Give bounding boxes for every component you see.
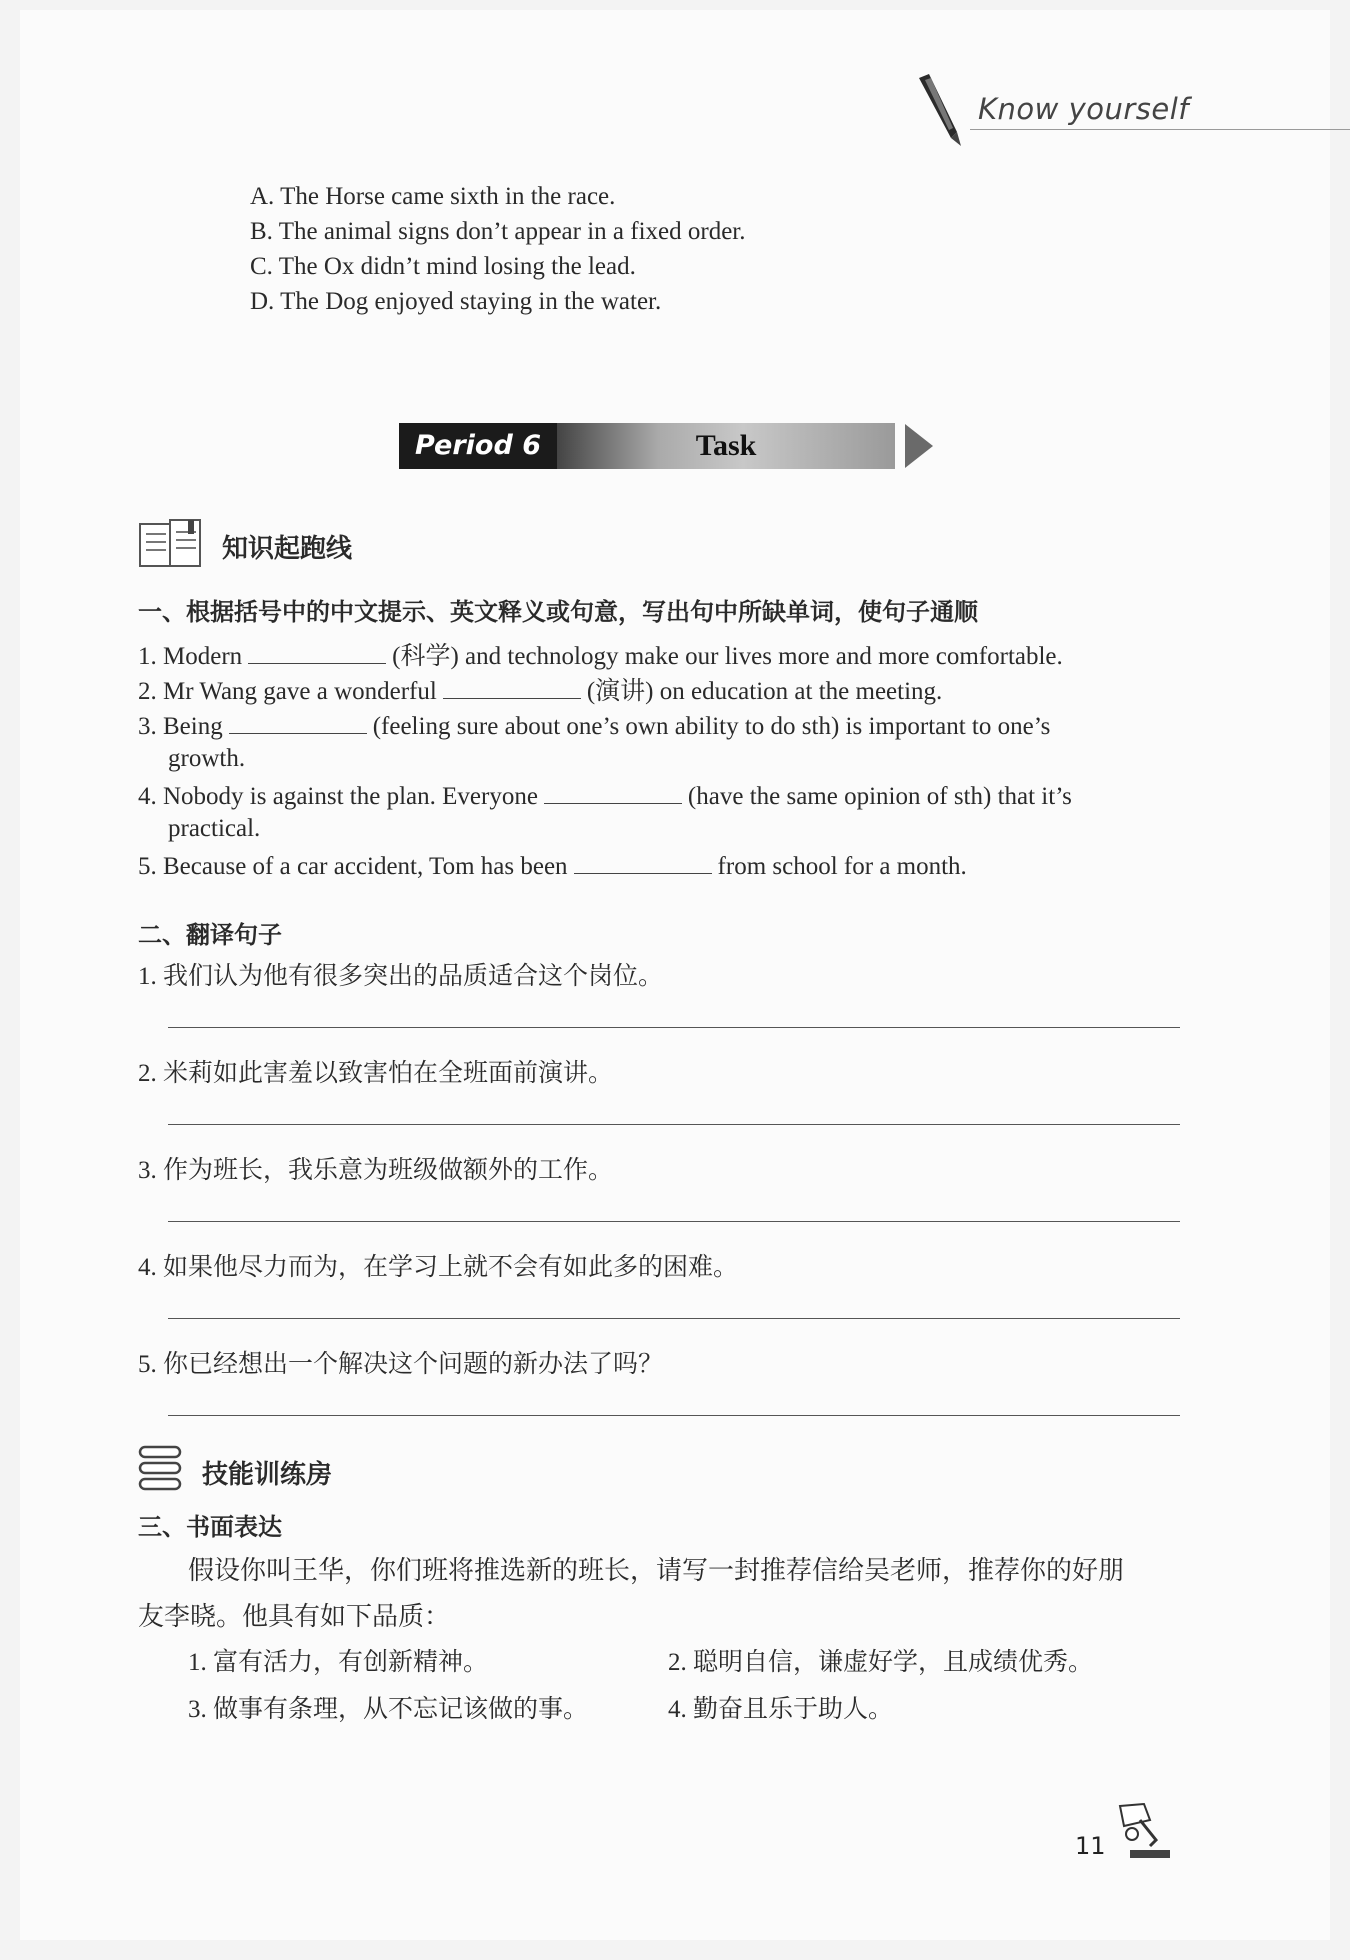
writing-prompt-line-1: 假设你叫王华，你们班将推选新的班长，请写一封推荐信给吴老师，推荐你的好朋 — [188, 1556, 1125, 1585]
pen-icon — [905, 72, 975, 148]
section-title-skills: 技能训练房 — [202, 1460, 333, 1490]
header-rule — [970, 129, 1350, 130]
choice-c: C. The Ox didn’t mind losing the lead. — [250, 253, 636, 280]
answer-line-5[interactable] — [168, 1415, 1180, 1416]
books-stack-icon — [138, 1445, 184, 1491]
choice-d: D. The Dog enjoyed staying in the water. — [250, 288, 662, 315]
question-5-text-a: 5. Because of a car accident, Tom has been — [138, 853, 568, 880]
lamp-icon — [1110, 1800, 1176, 1862]
book-icon — [138, 518, 204, 570]
quality-1: 1. 富有活力，有创新精神。 — [188, 1649, 489, 1676]
choice-b: B. The animal signs don’t appear in a fixed order. — [250, 218, 746, 245]
question-5-text-b: from school for a month. — [717, 853, 967, 880]
question-3-continuation: growth. — [168, 745, 246, 772]
quality-2: 2. 聪明自信，谦虚好学，且成绩优秀。 — [668, 1649, 1094, 1676]
question-4-text-a: 4. Nobody is against the plan. Everyone — [138, 783, 538, 810]
choice-a: A. The Horse came sixth in the race. — [250, 183, 616, 210]
question-2-text-b: (演讲) on education at the meeting. — [586, 678, 943, 705]
period-topic: Task — [557, 423, 895, 469]
translation-1: 1. 我们认为他有很多突出的品质适合这个岗位。 — [138, 963, 664, 990]
answer-line-1[interactable] — [168, 1027, 1180, 1028]
question-1-text-b: (科学) and technology make our lives more and more comfortable. — [392, 643, 1063, 670]
question-2 — [138, 672, 942, 709]
question-1-text-a: 1. Modern — [138, 643, 243, 670]
question-3-text-b: (feeling sure about one’s own ability to do sth) is important to one’s — [372, 713, 1051, 740]
answer-line-2[interactable] — [168, 1124, 1180, 1125]
quality-4: 4. 勤奋且乐于助人。 — [668, 1696, 894, 1723]
question-5 — [138, 847, 967, 884]
period-label: Period 6 — [399, 423, 557, 469]
translation-2: 2. 米莉如此害羞以致害怕在全班面前演讲。 — [138, 1060, 614, 1087]
question-2-text-a: 2. Mr Wang gave a wonderful — [138, 678, 437, 705]
answer-blank-3[interactable] — [229, 707, 367, 734]
answer-blank-2[interactable] — [443, 672, 581, 699]
writing-prompt-line-2: 友李晓。他具有如下品质： — [138, 1602, 451, 1631]
question-4-continuation: practical. — [168, 815, 261, 842]
part3-title: 三、书面表达 — [138, 1513, 282, 1541]
quality-3: 3. 做事有条理，从不忘记该做的事。 — [188, 1696, 589, 1723]
page-number: 11 — [1075, 1832, 1106, 1860]
question-4 — [138, 777, 1072, 814]
section-title-knowledge: 知识起跑线 — [222, 534, 353, 564]
answer-blank-5[interactable] — [574, 847, 712, 874]
question-4-text-b: (have the same opinion of sth) that it’s — [687, 783, 1072, 810]
question-1 — [138, 637, 1063, 674]
translation-3: 3. 作为班长，我乐意为班级做额外的工作。 — [138, 1157, 614, 1184]
part2-title: 二、翻译句子 — [138, 921, 282, 949]
answer-line-3[interactable] — [168, 1221, 1180, 1222]
translation-5: 5. 你已经想出一个解决这个问题的新办法了吗？ — [138, 1351, 664, 1378]
translation-4: 4. 如果他尽力而为，在学习上就不会有如此多的困难。 — [138, 1254, 739, 1281]
answer-blank-1[interactable] — [248, 637, 386, 664]
question-3 — [138, 707, 1050, 744]
answer-line-4[interactable] — [168, 1318, 1180, 1319]
banner-arrow-icon — [905, 424, 933, 468]
workbook-page — [20, 10, 1330, 1940]
question-3-text-a: 3. Being — [138, 713, 223, 740]
answer-blank-4[interactable] — [544, 777, 682, 804]
header-title: Know yourself — [978, 92, 1190, 126]
part1-title: 一、根据括号中的中文提示、英文释义或句意，写出句中所缺单词，使句子通顺 — [138, 598, 978, 626]
